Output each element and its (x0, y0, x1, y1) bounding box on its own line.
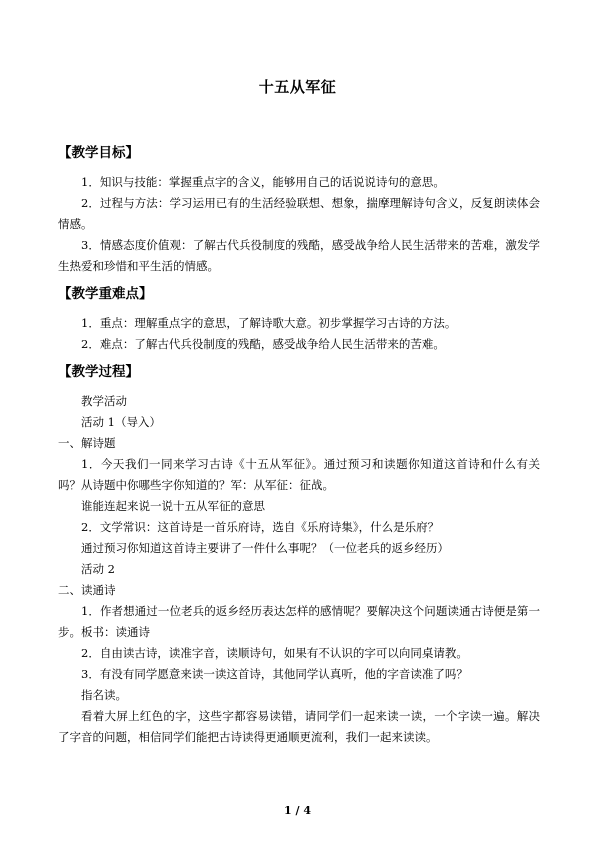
process-line: 通过预习你知道这首诗主要讲了一件什么事呢？（一位老兵的返乡经历） (81, 541, 449, 555)
process-line: 看着大屏上红色的字，这些字都容易读错，请同学们一起来读一读，一个字读一遍。解决了字音的问题，相信同学们能把古诗读得更通顺更流利，我们一起来读读。 (58, 709, 540, 744)
goal-item: 2．过程与方法：学习运用已有的生活经验联想、想象，揣摩理解诗句含义，反复朗读体会情感。 (58, 196, 540, 231)
section-heading-keypoints: 【教学重难点】 (58, 286, 153, 302)
goal-item: 1．知识与技能：掌握重点字的含义，能够用自己的话说说诗句的意思。 (81, 175, 445, 189)
process-subheading: 一、解诗题 (58, 436, 116, 450)
process-line: 1．作者想通过一位老兵的返乡经历表达怎样的感情呢？要解决这个问题读通古诗便是第一步。板书：读通诗 (58, 604, 540, 639)
page-title: 十五从军征 (258, 78, 337, 96)
process-line: 指名读。 (81, 688, 127, 702)
section-heading-goals: 【教学目标】 (58, 145, 139, 161)
keypoint-item: 1．重点：理解重点字的意思，了解诗歌大意。初步掌握学习古诗的方法。 (81, 316, 457, 330)
section-heading-process: 【教学过程】 (58, 364, 139, 380)
process-line: 2．自由读古诗，读准字音，读顺诗句，如果有不认识的字可以向同桌请教。 (81, 646, 468, 660)
process-line: 2．文学常识：这首诗是一首乐府诗，选自《乐府诗集》，什么是乐府？ (81, 520, 440, 534)
process-line: 谁能连起来说一说十五从军征的意思 (81, 499, 265, 513)
document-body (58, 143, 540, 748)
process-line: 活动 2 (81, 562, 115, 576)
process-line: 活动 1（导入） (81, 415, 161, 429)
process-subheading: 二、读通诗 (58, 583, 116, 597)
goal-item: 3．情感态度价值观：了解古代兵役制度的残酷，感受战争给人民生活带来的苦难，激发学生热爱和珍惜和平生活的情感。 (58, 238, 540, 273)
process-line: 教学活动 (81, 394, 127, 408)
page-number: 1 / 4 (284, 804, 311, 817)
process-line: 1．今天我们一同来学习古诗《十五从军征》。通过预习和读题你知道这首诗和什么有关吗？从诗题中你哪些字你知道的？军：从军征：征战。 (58, 457, 540, 492)
keypoint-item: 2．难点：了解古代兵役制度的残酷，感受战争给人民生活带来的苦难。 (81, 337, 445, 351)
process-line: 3．有没有同学愿意来读一读这首诗，其他同学认真听，他的字音读准了吗？ (81, 667, 468, 681)
